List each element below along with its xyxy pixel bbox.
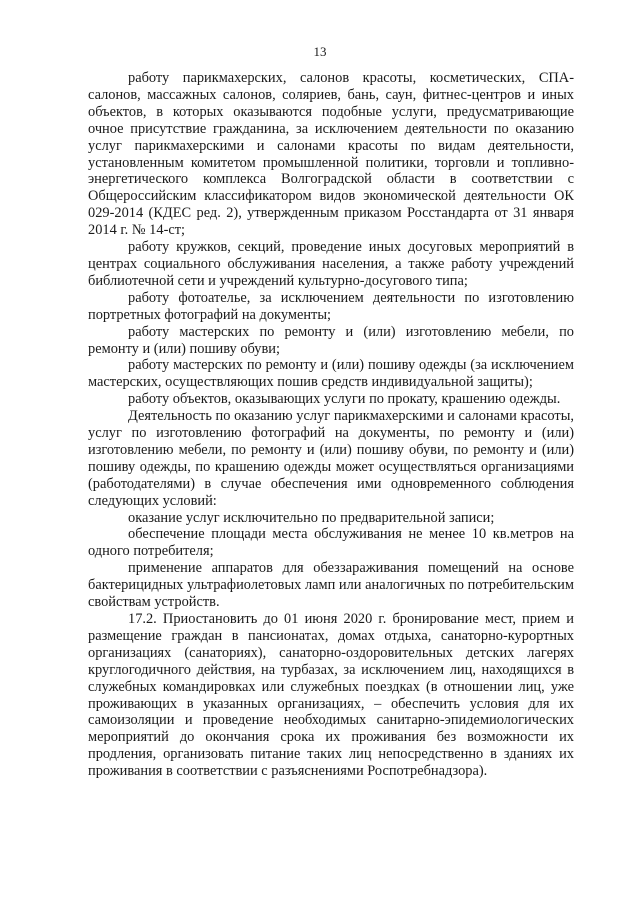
paragraph-clubs: работу кружков, секций, проведение иных досуговых мероприятий в центрах социального обслуживания населения, а также работу учреждений библиотечной сети и учреждений культурно-досугового типа; xyxy=(88,239,574,289)
paragraph-clothing-repair: работу мастерских по ремонту и (или) пошиву одежды (за исключением мастерских, осуществляющих пошив средств индивидуальной защиты); xyxy=(88,357,574,391)
paragraph-hairdressers: работу парикмахерских, салонов красоты, косметических, СПА-салонов, массажных салонов, соляриев, бань, саун, фитнес-центров и иных объектов, в которых оказываются подобные услуги, предусматривающие очное присутствие гражданина, за исключением деятельности по оказанию услуг парикмахерскими и салонами красоты по видам деятельности, установленным комитетом промышленной политики, торговли и топливно-энергетического комплекса Волгоградской области в соответствии с Общероссийским классификатором видов экономической деятельности ОК 029-2014 (КДЕС ред. 2), утвержденным приказом Росстандарта от 31 января 2014 г. № 14-ст; xyxy=(88,70,574,239)
paragraph-photo-studios: работу фотоателье, за исключением деятельности по изготовлению портретных фотографий на документы; xyxy=(88,289,574,323)
paragraph-condition-disinfection: применение аппаратов для обеззараживания помещений на основе бактерицидных ультрафиолетовых ламп или аналогичных по потребительским свойствам устройств. xyxy=(88,560,574,611)
paragraph-condition-area: обеспечение площади места обслуживания не менее 10 кв.метров на одного потребителя; xyxy=(88,526,574,560)
paragraph-permitted-activity: Деятельность по оказанию услуг парикмахерскими и салонами красоты, услуг по изготовлению фотографий на документы, по ремонту и (или) изготовлению мебели, по ремонту и (или) пошиву обуви, по ремонту и (или) пошиву одежды, по крашению одежды может осуществляться организациями (работодателями) в случае обеспечения ими одновременного соблюдения следующих условий: xyxy=(88,408,574,509)
paragraph-section-17-2: 17.2. Приостановить до 01 июня 2020 г. бронирование мест, прием и размещение граждан в пансионатах, домах отдыха, санаторно-курортных организациях (санаториях), санаторно-оздоровительных детских лагерях круглогодичного действия, на турбазах, за исключением лиц, находящихся в служебных командировках или служебных поездках (в отношении лиц, уже проживающих в указанных организациях, – обеспечить условия для их самоизоляции и проведение необходимых санитарно-эпидемиологических мероприятий до окончания срока их проживания без возможности их продления, организовать питание таких лиц непосредственно в зданиях их проживания в соответствии с разъяснениями Роспотребнадзора). xyxy=(88,611,574,780)
document-body xyxy=(88,70,574,780)
page-number: 13 xyxy=(313,44,327,59)
paragraph-furniture-shoe-repair: работу мастерских по ремонту и (или) изготовлению мебели, по ремонту и (или) пошиву обуви; xyxy=(88,323,574,357)
paragraph-rental-dyeing: работу объектов, оказывающих услуги по прокату, крашению одежды. xyxy=(128,391,561,408)
paragraph-condition-appointment: оказание услуг исключительно по предварительной записи; xyxy=(128,509,495,526)
